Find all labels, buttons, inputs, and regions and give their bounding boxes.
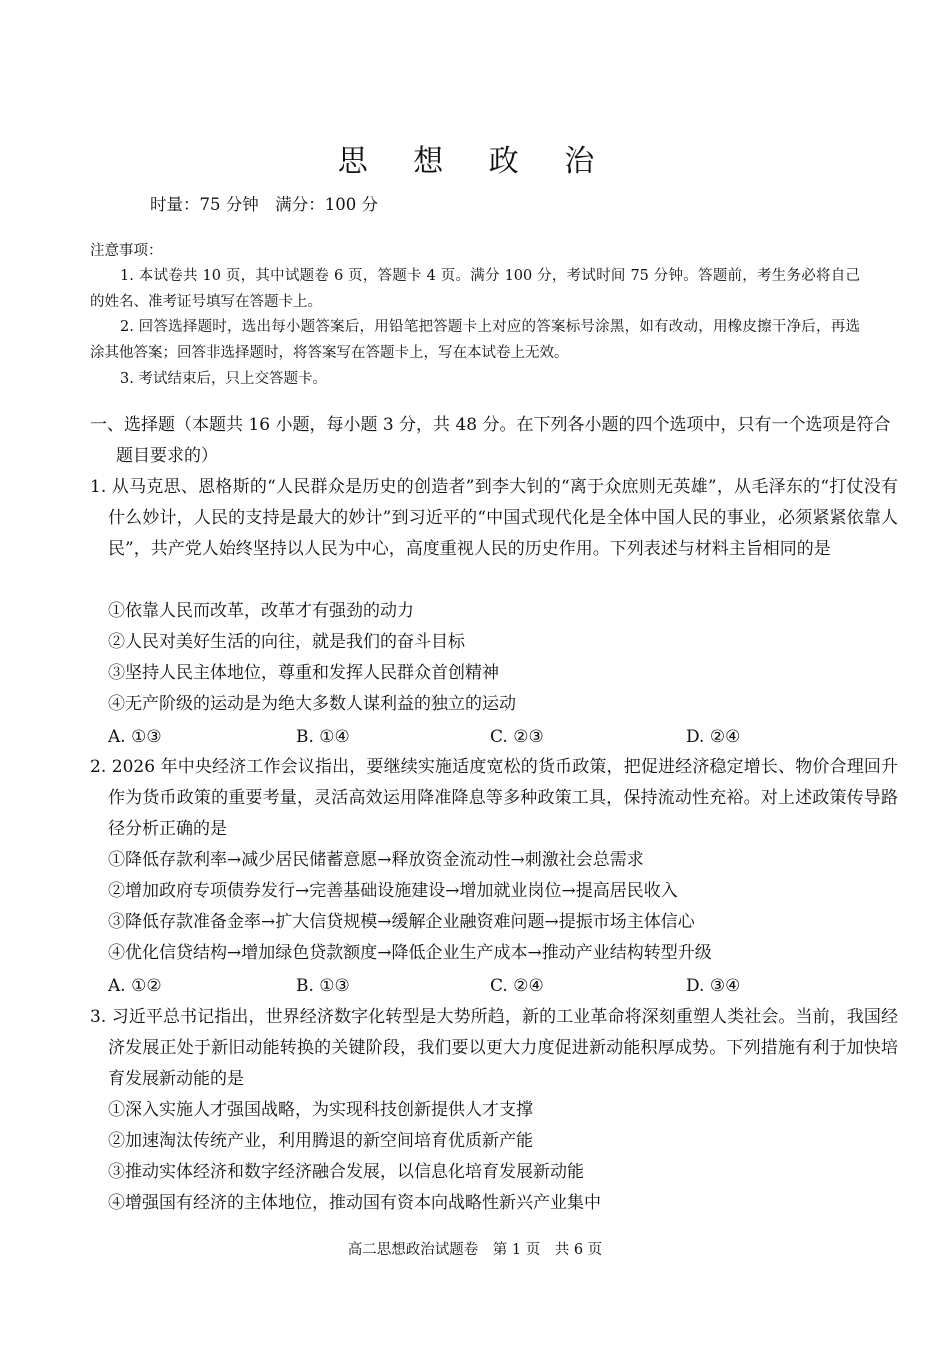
question-option: ②增加政府专项债券发行→完善基础设施建设→增加就业岗位→提高居民收入 <box>108 881 678 901</box>
answer-choice-c: C. ②④ <box>490 976 544 996</box>
question-stem: 3. 习近平总书记指出，世界经济数字化转型是大势所趋，新的工业革命将深刻重塑人类社会。当前，我国经济发展正处于新旧动能转换的关键阶段，我们要以更大力度促进新动能积厚成势。下列措施有利于加快培育发展新动能的是 <box>90 1007 898 1089</box>
answer-choice-a: A. ①③ <box>108 727 162 747</box>
question-option: ④增强国有经济的主体地位，推动国有资本向战略性新兴产业集中 <box>108 1193 601 1213</box>
question-stem: 2. 2026 年中央经济工作会议指出，要继续实施适度宽松的货币政策，把促进经济稳定增长、物价合理回升作为货币政策的重要考量，灵活高效运用降准降息等多种政策工具，保持流动性充裕。对上述政策传导路径分析正确的是 <box>90 757 898 839</box>
notice-item: 3. 考试结束后，只上交答题卡。 <box>120 371 327 387</box>
page-title: 思 想 政 治 <box>337 144 613 179</box>
answer-choice-b: B. ①④ <box>296 727 350 747</box>
notice-heading: 注意事项： <box>90 243 163 259</box>
question-option: ③坚持人民主体地位，尊重和发挥人民群众首创精神 <box>108 663 499 683</box>
question-option: ③推动实体经济和数字经济融合发展，以信息化培育发展新动能 <box>108 1162 584 1182</box>
question-option: ①降低存款利率→减少居民储蓄意愿→释放资金流动性→刺激社会总需求 <box>108 850 644 870</box>
question-option: ①依靠人民而改革，改革才有强劲的动力 <box>108 601 414 621</box>
answer-choice-d: D. ③④ <box>686 976 741 996</box>
question-option: ④优化信贷结构→增加绿色贷款额度→降低企业生产成本→推动产业结构转型升级 <box>108 943 712 963</box>
question-option: ③降低存款准备金率→扩大信贷规模→缓解企业融资难问题→提振市场主体信心 <box>108 912 695 932</box>
page-footer: 高二思想政治试题卷 第 1 页 共 6 页 <box>347 1242 603 1258</box>
notice-item: 2. 回答选择题时，选出每小题答案后，用铅笔把答题卡上对应的答案标号涂黑，如有改动，用橡皮擦干净后，再选涂其他答案；回答非选择题时，将答案写在答题卡上，写在本试卷上无效。 <box>90 319 860 361</box>
answer-choice-c: C. ②③ <box>490 727 544 747</box>
exam-meta: 时量：75 分钟 满分：100 分 <box>150 195 378 214</box>
question-option: ②人民对美好生活的向往，就是我们的奋斗目标 <box>108 632 465 652</box>
answer-choice-a: A. ①② <box>108 976 162 996</box>
question-option: ①深入实施人才强国战略，为实现科技创新提供人才支撑 <box>108 1100 533 1120</box>
question-option: ④无产阶级的运动是为绝大多数人谋利益的独立的运动 <box>108 694 516 714</box>
notice-item: 1. 本试卷共 10 页，其中试题卷 6 页，答题卡 4 页。满分 100 分，考试时间 75 分钟。答题前，考生务必将自己的姓名、准考证号填写在答题卡上。 <box>90 268 860 310</box>
answer-choice-b: B. ①③ <box>296 976 350 996</box>
question-option: ②加速淘汰传统产业，利用腾退的新空间培育优质新产能 <box>108 1131 533 1151</box>
section-heading: 一、选择题（本题共 16 小题，每小题 3 分，共 48 分。在下列各小题的四个选项中，只有一个选项是符合题目要求的） <box>90 415 891 466</box>
question-stem: 1. 从马克思、恩格斯的“人民群众是历史的创造者”到李大钊的“离于众庶则无英雄”，从毛泽东的“打仗没有什么妙计，人民的支持是最大的妙计”到习近平的“中国式现代化是全体中国人民的事业，必须紧紧依靠人民”，共产党人始终坚持以人民为中心，高度重视人民的历史作用。下列表述与材料主旨相同的是 <box>90 477 898 559</box>
answer-choice-d: D. ②④ <box>686 727 741 747</box>
